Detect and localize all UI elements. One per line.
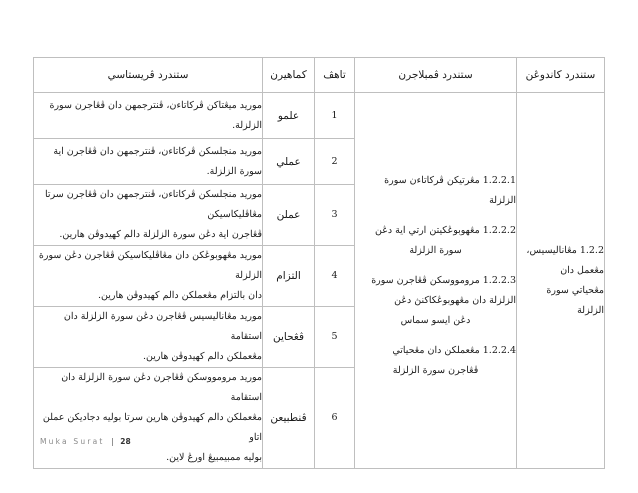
header-kandungan: ستندرد كاندوڠن — [517, 58, 605, 93]
header-pembelajaran: ستندرد ڤمبلاجرن — [355, 58, 517, 93]
pembelajaran-line: 1.2.2.2 مڠهوبوڠکيتن ارتي اية دڠن — [374, 224, 516, 236]
prestasi-line: موريد ميڠتاکن ڤرکاتاءن، ڤنترجمهن دان ڤڠاجرن سورة الزلزلة. — [49, 99, 262, 131]
table-row — [34, 93, 605, 139]
header-prestasi: ستندرد ڤريستاسي — [34, 58, 263, 93]
pembelajaran-item — [355, 271, 516, 331]
prestasi-line: موريد مڠهوبوڠکن دان مڠاڤليکاسيکن ڤڠاجرن دڠن سورة الزلزلة — [38, 250, 262, 281]
kandungan-line: الزلزلة — [577, 304, 604, 316]
pembelajaran-item — [355, 171, 516, 211]
prestasi-line: موريد مرومووسکن ڤڠاجرن دڠن سورة الزلزلة دان استقامة — [61, 372, 262, 403]
pembelajaran-line: دڠن ايسو سماس — [400, 314, 471, 326]
pembelajaran-line: 1.2.2.3 مرومووسکن ڤڠاجرن سورة — [371, 274, 516, 286]
pembelajaran-item — [355, 341, 516, 381]
pembelajaran-line: الزلزلة دان مڠهوبوڠکاكنڽ دڠن — [394, 294, 516, 306]
standard-kandungan-cell — [517, 93, 605, 469]
tahap-cell: 1 — [315, 93, 355, 139]
prestasi-line: موريد منجلسکن ڤرکاتاءن، ڤنترجمهن دان ڤڠاجرن سرتا مڠاڤليکاسيکن — [45, 189, 262, 220]
prestasi-line: مڠعملکن دالم کهيدوڤن هارين. — [142, 351, 262, 362]
pembelajaran-line: سورة الزلزلة — [409, 244, 462, 256]
standard-pembelajaran-cell — [355, 93, 517, 469]
kandungan-line: 1.2.2 مڠاناليسيس، — [526, 244, 604, 256]
tahap-cell: 4 — [315, 246, 355, 307]
kemahiran-cell: التزام — [263, 246, 315, 307]
prestasi-line: دان بالتزام مڠعملکن دالم کهيدوڤن هارين. — [98, 290, 262, 301]
prestasi-line: موريد منجلسکن ڤرکاتاءن، ڤنترجمهن دان ڤڠاجرن اية سورة الزلزلة. — [53, 145, 262, 177]
header-row — [34, 58, 605, 93]
prestasi-cell — [34, 368, 263, 469]
prestasi-line: موريد مڠاناليسيس ڤڠاجرن دڠن سورة الزلزلة دان استقامة — [63, 311, 262, 342]
pembelajaran-line: 1.2.2.1 مڠرتيكن ڤرکاتاءن سورة الزلزلة — [384, 174, 516, 206]
prestasi-line: ڤڠاجرن اية دڠن سورة الزلزلة دالم کهيدوڤن هارين. — [59, 229, 262, 240]
footer-separator: | — [111, 437, 114, 446]
prestasi-cell — [34, 246, 263, 307]
tahap-cell: 6 — [315, 368, 355, 469]
pembelajaran-item — [355, 221, 516, 261]
kemahiran-cell: عملن — [263, 185, 315, 246]
tahap-cell: 5 — [315, 307, 355, 368]
prestasi-line: بوليه ممبيمبيڠ اورڠ لاين. — [166, 452, 262, 463]
footer-label: Muka Surat — [40, 437, 105, 446]
pembelajaran-line: ڤڠاجرن سورة الزلزلة — [392, 364, 479, 376]
kandungan-line: مڠعمل دان — [560, 264, 604, 276]
kemahiran-cell: ڤنطبيعن — [263, 368, 315, 469]
prestasi-cell — [34, 185, 263, 246]
page-footer — [40, 437, 131, 446]
tahap-cell: 3 — [315, 185, 355, 246]
kemahiran-cell: ڤڠحاين — [263, 307, 315, 368]
header-tahap: تاهڤ — [315, 58, 355, 93]
header-kemahiran: كماهيرن — [263, 58, 315, 93]
tahap-cell: 2 — [315, 139, 355, 185]
prestasi-line: مڠعملکن دالم کهيدوڤن هارين سرتا بوليه دجاديکن عملن اتاو — [42, 412, 262, 443]
prestasi-cell — [34, 139, 263, 185]
prestasi-cell — [34, 307, 263, 368]
page-number: 28 — [120, 437, 131, 446]
prestasi-cell — [34, 93, 263, 139]
pembelajaran-line: 1.2.2.4 مڠعملکن دان مڠحياتي — [392, 344, 516, 356]
kemahiran-cell: عملي — [263, 139, 315, 185]
curriculum-table — [33, 57, 605, 469]
kemahiran-cell: علمو — [263, 93, 315, 139]
kandungan-line: مڠحياتي سورة — [546, 284, 604, 296]
